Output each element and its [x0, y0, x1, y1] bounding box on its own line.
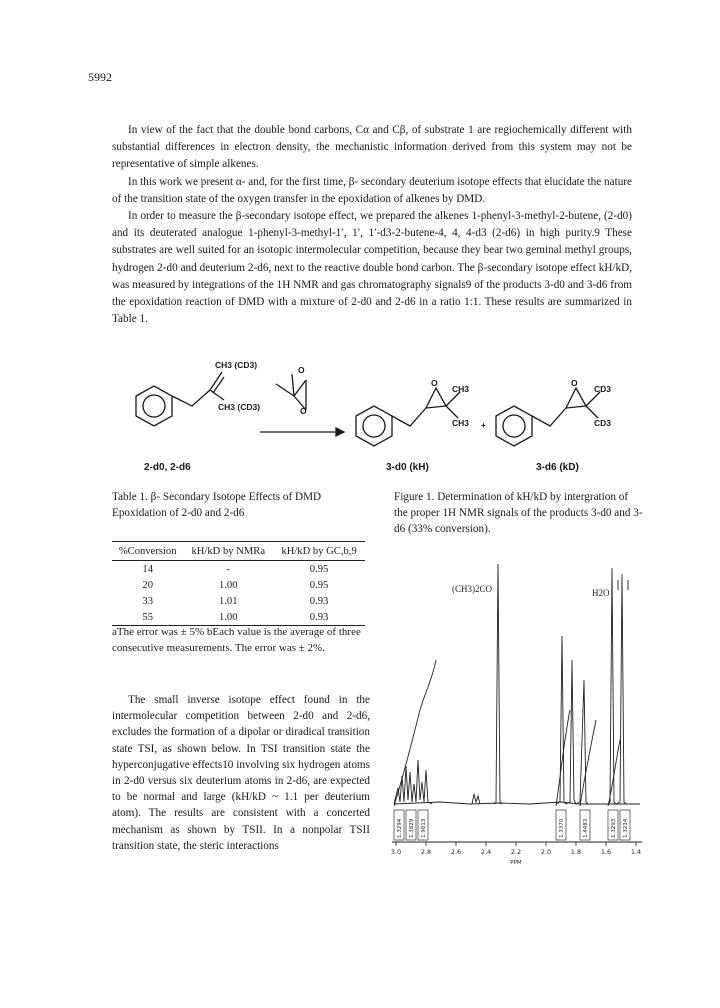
table-cell: 0.95	[309, 579, 329, 591]
integral-value: 1.9813	[421, 818, 427, 838]
table-cell: 1.00	[183, 609, 273, 626]
table-cell: 0.93	[273, 609, 365, 626]
table-cell: 20	[142, 579, 153, 591]
product2-oxygen: O	[571, 378, 578, 388]
integral-value: 1.3234	[623, 818, 629, 838]
spectrum-peaks-left	[394, 760, 432, 804]
product1-methyl-bottom: CH3	[452, 418, 470, 428]
figure1-caption: Figure 1. Determination of kH/kD by intergration of the proper 1H NMR signals of the products 3-d0 and 3-d6 (33% conversion).	[394, 491, 643, 535]
substrate-methyl-top: CH3 (CD3)	[215, 360, 258, 370]
x-tick-label: 2.4	[480, 848, 492, 856]
spectrum-peaks-right	[556, 636, 588, 804]
x-tick-label: 1.6	[600, 848, 612, 856]
intro-paragraph-2: In this work we present α- and, for the first time, β- secondary deuterium isotope effects that elucidate the nature of the transition state of the oxygen transfer in the epoxidation of alkenes by DMD.	[112, 175, 632, 205]
integral-value: 1.3370	[559, 818, 565, 838]
nmr-spectrum	[380, 540, 650, 880]
table-cell: -	[226, 563, 231, 575]
dmd-oxygen-top: O	[298, 365, 305, 375]
table-row	[112, 561, 365, 578]
product1-methyl-top: CH3	[452, 384, 470, 394]
table1	[112, 541, 365, 626]
product1-benzene-ring	[356, 406, 392, 446]
intro-text	[112, 122, 632, 328]
scheme-plus: +	[481, 420, 486, 430]
product2-benzene-ring	[496, 406, 532, 446]
label-product-1: 3-d0 (kH)	[386, 462, 429, 473]
table1-header: kH/kD by GC,b,9	[273, 542, 365, 561]
substrate-chain	[172, 390, 210, 406]
integral-value: 1.3294	[397, 818, 403, 838]
table-cell: 55	[112, 609, 183, 626]
table-row	[112, 593, 365, 609]
acetone-label: (CH3)2CO	[452, 584, 492, 594]
table-cell: 1.01	[218, 595, 238, 607]
intro-paragraph-1: In view of the fact that the double bond carbons, Cα and Cβ, of substrate 1 are regiochemically different with substantial differences in electron density, the mechanistic information derived from this system may not be representative of simple alkenes.	[112, 124, 632, 171]
integral-value: 1.3293	[611, 818, 617, 838]
table-cell: 0.93	[309, 595, 329, 607]
substrate-methyl-bottom: CH3 (CD3)	[218, 402, 261, 412]
table-row	[112, 577, 365, 593]
reaction-scheme	[100, 348, 640, 478]
page-number: 5992	[88, 70, 112, 84]
table-cell: 33	[142, 595, 153, 607]
product2-cd3-bottom: CD3	[594, 418, 612, 428]
table-cell: 1.00	[218, 579, 238, 591]
product2-epoxide	[566, 388, 586, 408]
x-tick-label: 2.6	[450, 848, 462, 856]
table1-header: kH/kD by NMRa	[183, 542, 273, 561]
label-product-2: 3-d6 (kD)	[536, 462, 579, 473]
dmd-oxygen-bottom: O	[300, 406, 307, 416]
integral-curve	[394, 660, 436, 806]
x-tick-label: 2.0	[540, 848, 552, 856]
integral-value: 1.3829	[409, 818, 415, 838]
x-tick-label: 2.2	[510, 848, 522, 856]
discussion-paragraph: The small inverse isotope effect found in the intermolecular competition between 2-d0 and 2-d6, excludes the formation of a dipolar or diradical transition state TSI, as shown below. In TSI transition state the hyperconjugative effects10 involving six hydrogen atoms in 2-d0 versus six deuterium atoms in 2-d6, are expected to be normal and large (kH/kD ~ 1.1 per deuterium atom). The results are consistent with a concerted mechanism as shown by TSII. In a nonpolar TSII transition state, the steric interactions	[112, 694, 370, 852]
substrate-benzene-ring	[136, 386, 172, 426]
x-tick-label: 3.0	[390, 848, 402, 856]
x-tick-label: 1.4	[630, 848, 642, 856]
intro-paragraph-3: In order to measure the β-secondary isotope effect, we prepared the alkenes 1-phenyl-3-methyl-2-butene, (2-d0) and its deuterated analogue 1-phenyl-3-methyl-1′, 1′, 1′-d3-2-butene-4, 4, 4-d3 (2-d6) in high purity.9 These substrates are well suited for an isotopic intermolecular competition, because they bear two geminal methyl groups, hydrogen 2-d0 and deuterium 2-d6, next to the reactive double bond carbon. The β-secondary isotope effect kH/kD, was measured by integrations of the 1H NMR and gas chromatography signals9 of the products 3-d0 and 3-d6 from the epoxidation reaction of DMD with a mixture of 2-d0 and 2-d6 in a ratio 1:1. These results are summarized in Table 1.	[112, 210, 632, 326]
x-axis-label: PPM	[510, 860, 522, 866]
discussion-text	[112, 692, 370, 854]
table-cell: 0.95	[309, 563, 329, 575]
product1-epoxide	[426, 388, 446, 408]
product2-cd3-top: CD3	[594, 384, 612, 394]
product1-oxygen: O	[431, 378, 438, 388]
table1-header: %Conversion	[112, 542, 183, 561]
acetone-peak	[494, 564, 502, 804]
table1-caption: Table 1. β- Secondary Isotope Effects of DMD Epoxidation of 2-d0 and 2-d6	[112, 491, 322, 519]
integral-value: 1.4483	[583, 818, 589, 838]
water-label: H2O	[592, 588, 610, 598]
x-tick-label: 2.8	[420, 848, 432, 856]
table-cell: 14	[142, 563, 153, 575]
label-substrate: 2-d0, 2-d6	[144, 462, 191, 473]
x-tick-label: 1.8	[570, 848, 582, 856]
table1-footnote: aThe error was ± 5% bEach value is the average of three consecutive measurements. The error was ± 2%.	[112, 626, 361, 654]
